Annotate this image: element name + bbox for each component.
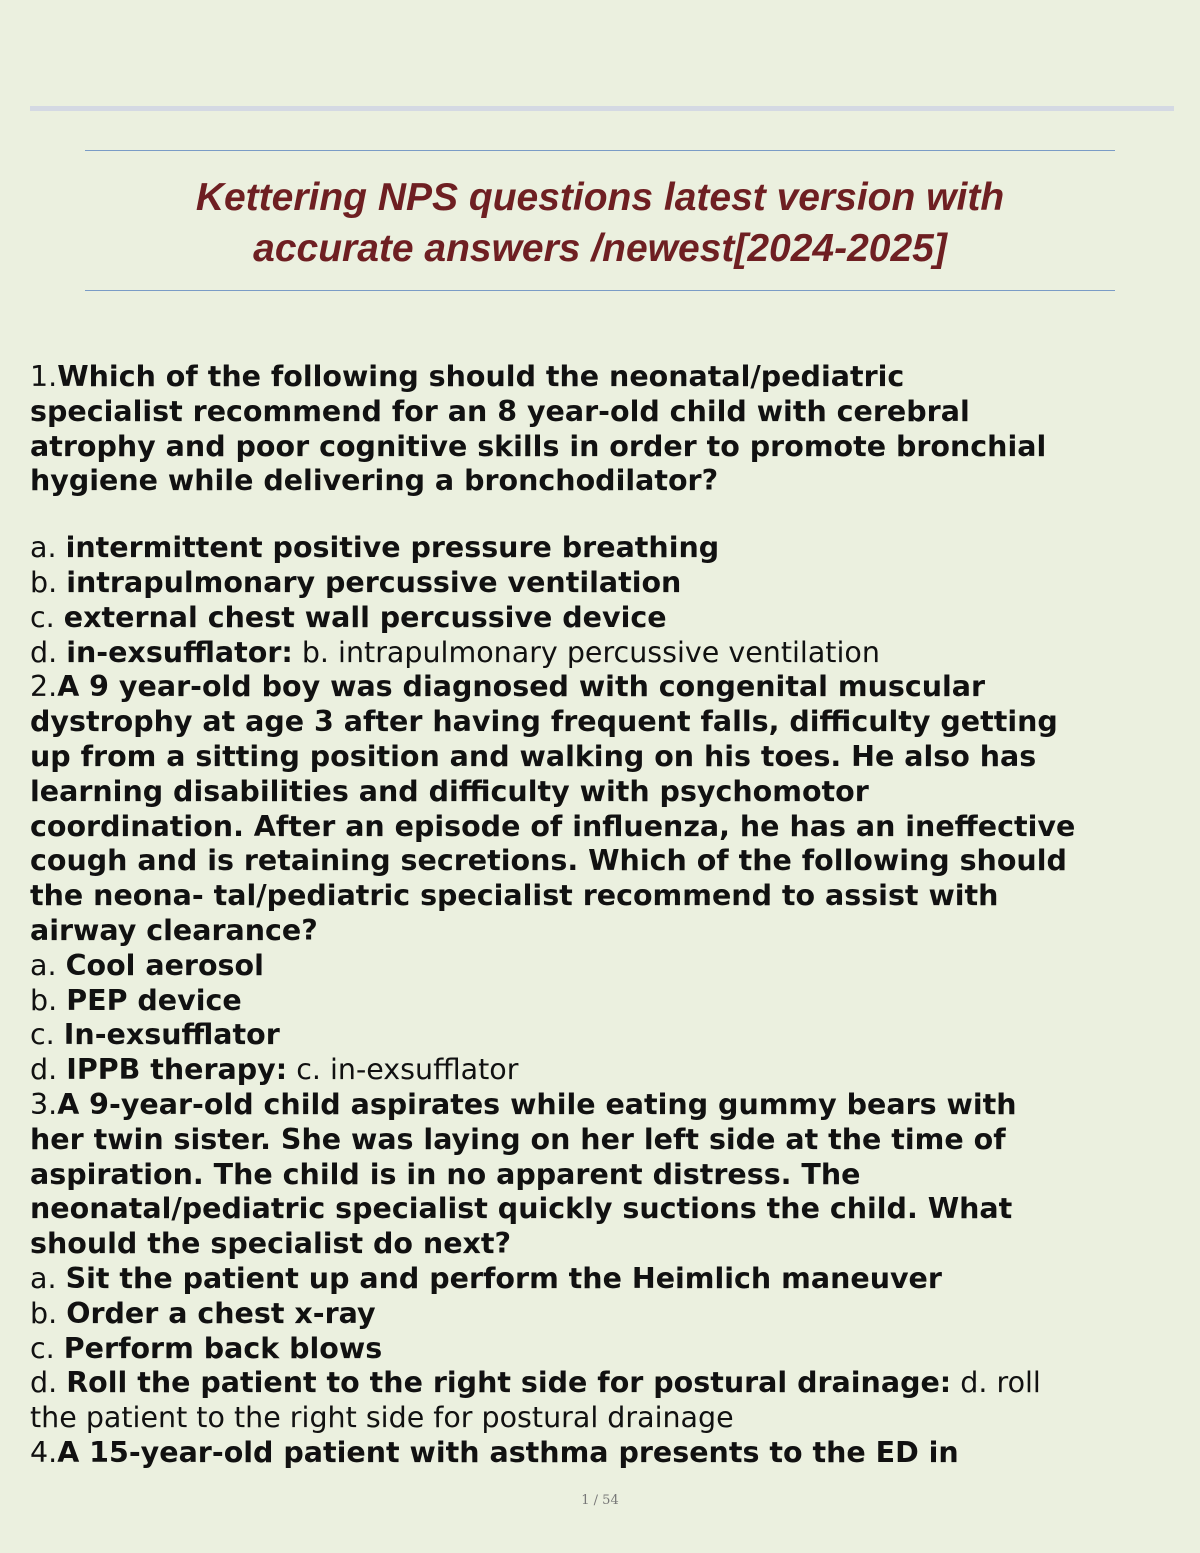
question-2 xyxy=(30,670,1180,1088)
question-text: learning disabilities and difficulty with psychomotor xyxy=(30,774,869,808)
question-text: A 9 year-old boy was diagnosed with congenital muscular xyxy=(57,670,986,704)
option-letter: a. xyxy=(30,948,57,982)
option-b xyxy=(30,1297,1180,1332)
question-number: 2. xyxy=(30,670,58,704)
option-c xyxy=(30,1332,1180,1367)
option-letter: a. xyxy=(30,1261,57,1295)
option-b xyxy=(30,984,1180,1019)
document-title xyxy=(85,172,1115,274)
question-1 xyxy=(30,360,1180,670)
option-text: Order a chest x-ray xyxy=(66,1296,376,1330)
option-text: Sit the patient up and perform the Heimlich maneuver xyxy=(65,1261,942,1295)
option-a xyxy=(30,949,1180,984)
option-letter: c. xyxy=(30,1331,55,1365)
title-rule-top xyxy=(85,150,1115,151)
question-text: dystrophy at age 3 after having frequent falls, difficulty getting xyxy=(30,705,1058,739)
title-line-1: Kettering NPS questions latest version with xyxy=(195,176,1005,219)
question-list xyxy=(30,360,1180,1471)
question-number: 4. xyxy=(30,1435,58,1469)
option-text: intermittent positive pressure breathing xyxy=(65,531,720,565)
question-line xyxy=(30,670,1180,705)
option-letter: d. xyxy=(30,1053,58,1087)
option-letter: b. xyxy=(30,565,58,599)
option-letter: a. xyxy=(30,531,57,565)
question-text: Which of the following should the neonatal/pediatric xyxy=(57,360,905,393)
option-text: IPPB therapy: xyxy=(66,1053,288,1087)
question-4 xyxy=(30,1436,1180,1471)
top-divider xyxy=(30,106,1174,111)
option-d xyxy=(30,1366,1180,1401)
option-text: In-exsufflator xyxy=(63,1018,280,1052)
option-a xyxy=(30,531,1180,566)
option-text: Perform back blows xyxy=(63,1331,383,1365)
question-text: cough and is retaining secretions. Which of the following should xyxy=(30,844,1067,878)
page-number: 1 / 54 xyxy=(581,1493,619,1508)
question-number: 3. xyxy=(30,1087,58,1121)
question-text: A 9-year-old child aspirates while eating gummy bears with xyxy=(57,1087,1017,1121)
question-line xyxy=(30,1436,1180,1471)
answer-text: d. roll xyxy=(960,1366,1041,1400)
question-number: 1. xyxy=(30,360,58,393)
option-a xyxy=(30,1262,1180,1297)
question-line xyxy=(30,360,1180,395)
option-text: PEP device xyxy=(66,983,242,1017)
question-text: up from a sitting position and walking on his toes. He also has xyxy=(30,739,1037,773)
option-letter: d. xyxy=(30,635,58,669)
option-text: Roll the patient to the right side for postural drainage: xyxy=(66,1366,952,1400)
option-letter: b. xyxy=(30,1296,58,1330)
option-d xyxy=(30,636,1180,671)
question-3 xyxy=(30,1088,1180,1436)
question-text: A 15-year-old patient with asthma presents to the ED in xyxy=(57,1435,959,1469)
option-b xyxy=(30,566,1180,601)
option-text: external chest wall percussive device xyxy=(63,600,667,634)
option-letter: d. xyxy=(30,1366,58,1400)
question-line xyxy=(30,1088,1180,1123)
question-text: her twin sister. She was laying on her left side at the time of xyxy=(30,1122,1006,1156)
question-text: neonatal/pediatric specialist quickly suctions the child. What xyxy=(30,1192,1013,1226)
option-text: in-exsufflator: xyxy=(66,635,293,669)
question-text: specialist recommend for an 8 year-old child with cerebral xyxy=(30,394,970,428)
option-letter: c. xyxy=(30,1018,55,1052)
option-d xyxy=(30,1053,1180,1088)
spacer xyxy=(30,499,1180,531)
title-line-2: accurate answers /newest[2024-2025] xyxy=(253,227,947,270)
option-letter: c. xyxy=(30,600,55,634)
answer-text: c. in-exsufflator xyxy=(296,1053,519,1087)
question-text: the neona- tal/pediatric specialist recommend to assist with xyxy=(30,879,999,913)
title-rule-bottom xyxy=(85,290,1115,291)
question-text: hygiene while delivering a bronchodilator? xyxy=(30,464,719,498)
question-text: atrophy and poor cognitive skills in order to promote bronchial xyxy=(30,429,1047,463)
question-text: coordination. After an episode of influenza, he has an ineffective xyxy=(30,809,1076,843)
question-text: aspiration. The child is in no apparent distress. The xyxy=(30,1157,861,1191)
option-letter: b. xyxy=(30,983,58,1017)
option-text: Cool aerosol xyxy=(65,948,264,982)
answer-text: the patient to the right side for postural drainage xyxy=(30,1401,734,1435)
question-text: airway clearance? xyxy=(30,913,318,947)
answer-text: b. intrapulmonary percussive ventilation xyxy=(301,635,880,669)
option-text: intrapulmonary percussive ventilation xyxy=(66,565,682,599)
option-c xyxy=(30,1018,1180,1053)
question-text: should the specialist do next? xyxy=(30,1227,512,1261)
option-c xyxy=(30,601,1180,636)
